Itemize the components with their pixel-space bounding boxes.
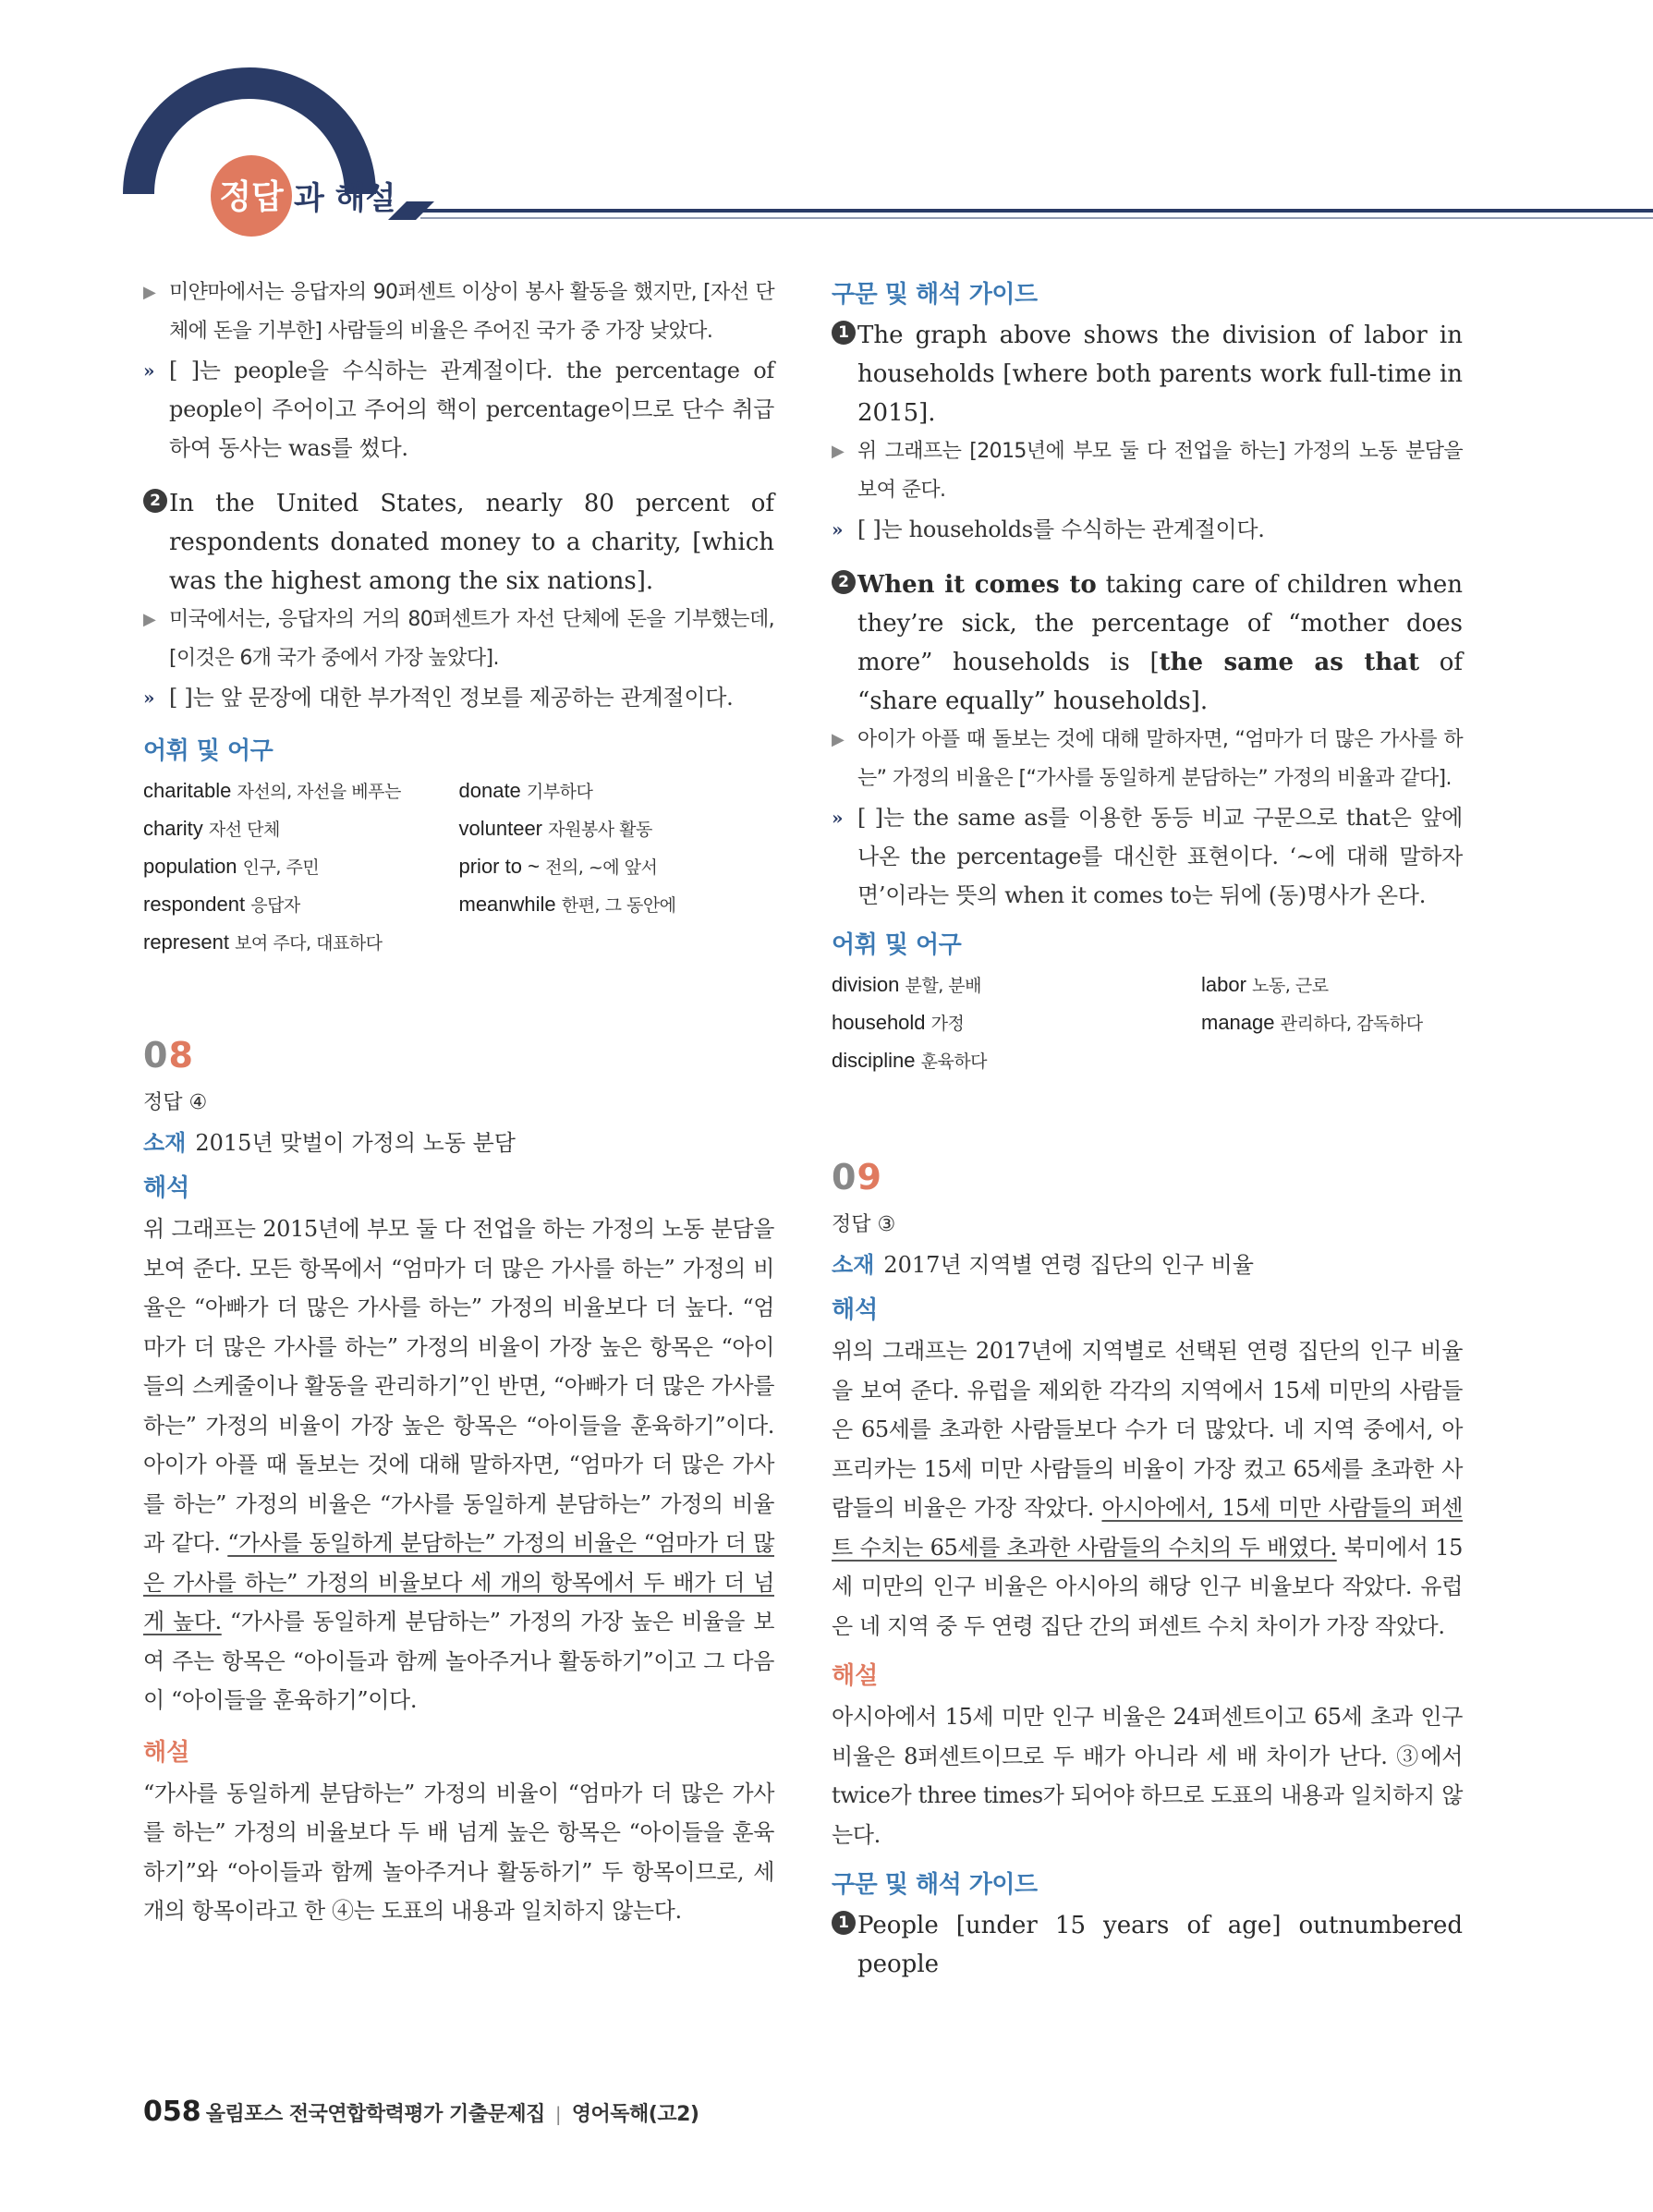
interpretation-text: 위 그래프는 2015년에 부모 둘 다 전업을 하는 가정의 노동 분담을 보여 준다. 모든 항목에서 “엄마가 더 많은 가사를 하는” 가정의 비율은 “아빠가 더 많은 가사를 하는” 가정의 비율보다 더 높다. “엄마가 더 많은 가사를 하는” 가정의 비율이 가장 높은 항목은 “아이들의 스케줄이나 활동을 관리하기”인 반면, “아빠가 더 많은 가사를 하는” 가정의 비율이 가장 높은 항목은 “아이들을 훈육하기”이다. 아이가 아플 때 돌보는 것에 대해 말하자면, “엄마가 더 많은 가사를 하는” 가정의 비율은 “가사를 동일하게 분담하는” 가정의 비율과 같다. “가사를 동일하게 분담하는” 가정의 비율은 “엄마가 더 많은 가사를 하는” 가정의 비율보다 세 개의 항목에서 두 배가 더 넘게 높다. “가사를 동일하게 분담하는” 가정의 가장 높은 비율을 보여 주는 항목은 “아이들과 함께 놀아주거나 활동하기”이고 그 다음이 “아이들을 훈육하기”이다. [143,1216,774,1713]
translation-line [143,601,774,678]
grammar-note-text: [ ]는 앞 문장에 대한 부가적인 정보를 제공하는 관계절이다. [169,685,734,711]
header-badge-text: 정답 [219,178,284,216]
interpretation-heading: 해석 [143,1174,190,1202]
vocab-item [1201,966,1463,1004]
vocab-heading: 어휘 및 어구 [832,931,962,959]
double-chevron-icon: » [832,807,841,829]
vocab-word: manage [1201,1011,1275,1034]
vocab-item [143,772,459,810]
english-sentence: People [under 15 years of age] outnumbered people [857,1912,1463,1978]
translation-line [832,432,1463,510]
vocab-word: population [143,855,237,878]
sentence-1 [832,1906,1463,1984]
vocab-word: division [832,973,900,996]
grammar-note-text: [ ]는 the same as를 이용한 동등 비교 구문으로 that은 앞에 나온 the percentage를 대신한 표현이다. ‘~에 대해 말하자면’이라는 뜻의 when it comes to는 뒤에 (동)명사가 온다. [857,805,1463,908]
vocab-item [832,966,1201,1004]
vocab-item [143,886,459,924]
interpretation-heading: 해석 [832,1296,879,1324]
vocab-word: charity [143,817,203,840]
vocab-item [143,848,459,886]
header-title: 과 해설 [294,180,396,217]
question-number: 08 [143,1035,194,1076]
syntax-guide-heading: 구문 및 해석 가이드 [832,281,1038,309]
left-column [143,273,774,1931]
vocab-word: represent [143,930,229,954]
topic-text: 2015년 맞벌이 가정의 노동 분담 [195,1130,516,1156]
explanation-text: “가사를 동일하게 분담하는” 가정의 비율이 “엄마가 더 많은 가사를 하는” 가정의 비율보다 두 배 넘게 높은 항목은 “아이들을 훈육하기”와 “아이들과 함께 놀아주거나 활동하기” 두 항목이므로, 세 개의 항목이라고 한 ④는 도표의 내용과 일치하지 않는다. [143,1780,774,1924]
syntax-guide-heading: 구문 및 해석 가이드 [832,1871,1038,1899]
answer-line: 정답 ④ [143,1091,208,1114]
topic-label: 소재 [143,1130,187,1156]
vocab-meaning: 응답자 [250,895,300,916]
vocab-item [459,772,775,810]
vocab-meaning: 인구, 주민 [242,857,320,878]
vocab-item [459,810,775,848]
right-column [832,273,1463,1984]
english-sentence: The graph above shows the division of labor in households [where both parents work full-time in 2015]. [857,322,1463,427]
header-graphic [0,0,1653,240]
vocab-item [832,1004,1201,1042]
page-number: 058 [143,2096,201,2128]
vocab-word: respondent [143,893,246,916]
triangle-bullet-icon: ▶ [832,442,845,461]
vocab-meaning: 한편, 그 동안에 [561,895,676,916]
vocab-meaning: 훈육하다 [920,1051,988,1072]
number-1-icon: 1 [832,321,856,345]
topic-line [832,1245,1463,1285]
vocab-word: donate [458,779,521,802]
vocab-word: prior to ~ [458,855,540,878]
interpretation-text: 위의 그래프는 2017년에 지역별로 선택된 연령 집단의 인구 비율을 보여 준다. 유럽을 제외한 각각의 지역에서 15세 미만의 사람들은 65세를 초과한 사람들보다 수가 더 많았다. 네 지역 중에서, 아프리카는 15세 미만 사람들의 비율이 가장 컸고 65세를 초과한 사람들의 비율은 가장 작았다. 아시아에서, 15세 미만 사람들의 퍼센트 수치는 65세를 초과한 사람들의 수치의 두 배였다. 북미에서 15세 미만의 인구 비율은 아시아의 해당 인구 비율보다 작았다. 유럽은 네 지역 중 두 연령 집단 간의 퍼센트 수치 차이가 가장 작았다. [832,1338,1463,1639]
vocab-item [1201,1004,1463,1042]
vocab-item [143,810,459,848]
vocab-word: household [832,1011,926,1034]
grammar-note [832,510,1463,549]
double-chevron-icon: » [143,687,152,709]
book-title: 올림포스 전국연합학력평가 기출문제집 [205,2103,545,2126]
answer-line: 정답 ③ [832,1213,896,1236]
number-2-icon: 2 [832,570,856,594]
vocab-meaning: 자선 단체 [208,820,280,840]
vocab-meaning: 전의, ~에 앞서 [545,857,658,878]
number-1-icon: 1 [832,1911,856,1935]
vocab-list [143,772,774,962]
vocab-meaning: 기부하다 [526,782,593,802]
vocab-word: volunteer [458,817,543,840]
double-chevron-icon: » [832,518,841,541]
vocab-meaning: 보여 주다, 대표하다 [235,933,383,954]
translation-text: 아이가 아플 때 돌보는 것에 대해 말하자면, “엄마가 더 많은 가사를 하는” 가정의 비율은 [“가사를 동일하게 분담하는” 가정의 비율과 같다]. [857,728,1463,790]
vocab-meaning: 노동, 근로 [1252,976,1329,996]
grammar-note-text: [ ]는 people을 수식하는 관계절이다. the percentage of people이 주어이고 주어의 핵이 percentage이므로 단수 취급하여 동사는 was를 썼다. [169,358,774,461]
sentence-2 [143,484,774,601]
page-footer [143,2096,699,2128]
vocab-meaning: 자원봉사 활동 [548,820,652,840]
number-2-icon: 2 [143,489,167,513]
grammar-note-text: [ ]는 households를 수식하는 관계절이다. [857,517,1265,542]
translation-text: 위 그래프는 [2015년에 부모 둘 다 전업을 하는] 가정의 노동 분담을 보여 준다. [857,440,1463,502]
vocab-word: charitable [143,779,232,802]
vocab-list [832,966,1463,1080]
vocab-item [459,886,775,924]
vocab-item [143,924,459,962]
vocab-meaning: 분할, 분배 [905,976,981,996]
triangle-bullet-icon: ▶ [143,283,156,302]
sentence-2 [832,565,1463,721]
explanation-text: 아시아에서 15세 미만 인구 비율은 24퍼센트이고 65세 초과 인구 비율은 8퍼센트이므로 두 배가 아니라 세 배 차이가 난다. ③에서 twice가 three times가 되어야 하므로 도표의 내용과 일치하지 않는다. [832,1704,1463,1848]
footer-separator: | [554,2103,562,2125]
grammar-note [143,351,774,468]
page-header [0,0,1653,240]
vocab-word: meanwhile [458,893,556,916]
triangle-bullet-icon: ▶ [832,730,845,749]
vocab-word: labor [1201,973,1246,996]
underlined-sentence: “가사를 동일하게 분담하는” 가정의 비율은 “엄마가 더 많은 가사를 하는” 가정의 비율보다 세 개의 항목에서 두 배가 더 넘게 높다. [143,1530,774,1635]
underlined-sentence: 아시아에서, 15세 미만 사람들의 퍼센트 수치는 65세를 초과한 사람들의 수치의 두 배였다. [832,1495,1463,1561]
vocab-item [459,848,775,886]
explanation-heading: 해설 [143,1738,190,1767]
double-chevron-icon: » [143,359,152,382]
vocab-word: discipline [832,1049,916,1072]
question-number: 09 [832,1157,882,1197]
topic-line [143,1123,774,1163]
topic-label: 소재 [832,1252,875,1278]
vocab-item [832,1042,1201,1080]
translation-text: 미얀마에서는 응답자의 90퍼센트 이상이 봉사 활동을 했지만, [자선 단체에 돈을 기부한] 사람들의 비율은 주어진 국가 중 가장 낮았다. [169,281,774,343]
topic-text: 2017년 지역별 연령 집단의 인구 비율 [883,1252,1254,1278]
translation-line [832,721,1463,798]
vocab-meaning: 관리하다, 감독하다 [1280,1014,1423,1034]
translation-line [143,273,774,351]
grammar-note [832,798,1463,915]
vocab-meaning: 가정 [930,1014,965,1034]
translation-text: 미국에서는, 응답자의 거의 80퍼센트가 자선 단체에 돈을 기부했는데, [이것은 6개 국가 중에서 가장 높았다]. [169,608,774,670]
vocab-heading: 어휘 및 어구 [143,737,273,765]
vocab-meaning: 자선의, 자선을 베푸는 [237,782,401,802]
explanation-heading: 해설 [832,1662,879,1690]
triangle-bullet-icon: ▶ [143,610,156,629]
sentence-1 [832,316,1463,432]
english-sentence: In the United States, nearly 80 percent of respondents donated money to a charity, [which was the highest among the six nations]. [169,490,774,595]
grammar-note [143,678,774,717]
book-subtitle: 영어독해(고2) [571,2103,699,2126]
english-sentence: When it comes to taking care of children when they’re sick, the percentage of “mother does more” households is [the same as that of “share equally” households]. [857,571,1463,715]
